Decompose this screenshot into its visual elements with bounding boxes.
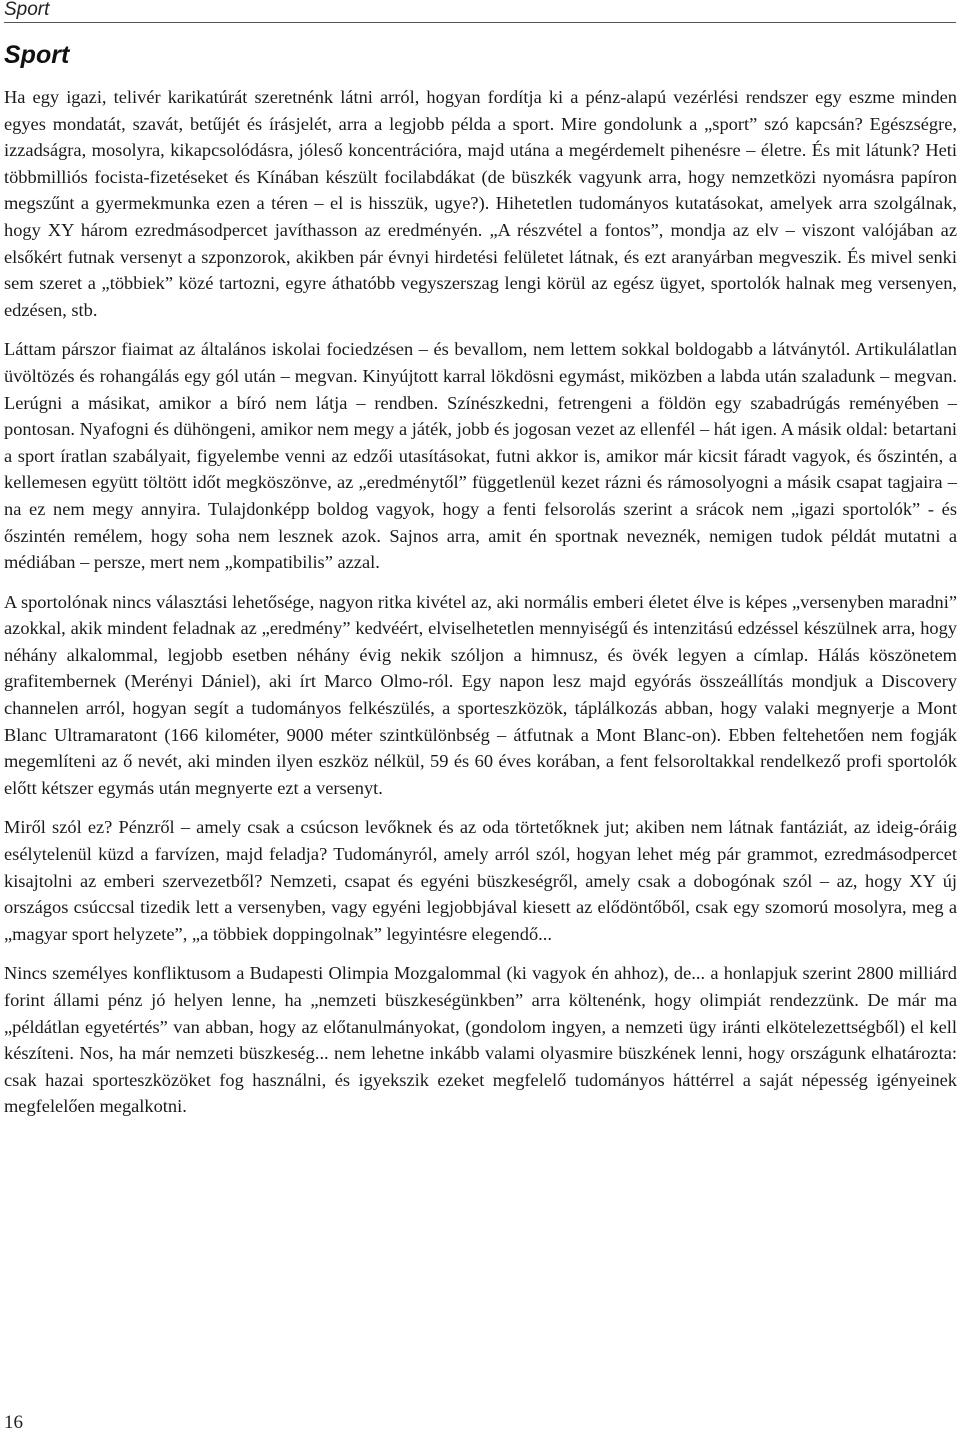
paragraph-2: Láttam párszor fiaimat az általános iskolai fociedzésen – és bevallom, nem lettem sokkal boldogabb a látványtól. Artikulálatlan üvöltözés és rohangálás egy gól után – megvan. Kinyújtott karral lökdösni egymást, miközben a labda után szaladunk – megvan. Lerúgni a másikat, amikor a bíró nem látja – rendben. Színészkedni, fetrengeni a földön egy szabadrúgás reményében – pontosan. Nyafogni és dühöngeni, amikor nem megy a játék, jobb és jogosan vezet az ellenfél – hát igen. A másik oldal: betartani a sport íratlan szabályait, figyelembe venni az edzői utasításokat, futni akkor is, amikor már kicsit fáradt vagyok, és őszintén, a kellemesen együtt töltött időt megköszönve, az „eredménytől” függetlenül kezet rázni és rámosolyogni a másik csapat tagjaira – na ez nem megy annyira. Tulajdonképp boldog vagyok, hogy a fenti felsorolás szerint a srácok nem „igazi sportolók” - és őszintén remélem, hogy soha nem lesznek azok. Sajnos arra, amit én sportnak neveznék, nemigen tudok példát mutatni a médiában – persze, mert nem „kompatibilis” azzal. xyxy=(4,339,957,573)
paragraph-5: Nincs személyes konfliktusom a Budapesti Olimpia Mozgalommal (ki vagyok én ahhoz), de... a honlapjuk szerint 2800 milliárd forint állami pénz jó helyen lenne, ha „nemzeti büszkeségünkben” arra költenénk, hogy olimpiát rendezzünk. De már ma „példátlan egyetértés” van abban, hogy az előtanulmányokat, (gondolom ingyen, a nemzeti ügy iránti elkötelezettségből) el kell készíteni. Nos, ha már nemzeti büszkeség... nem lehetne inkább valami olyasmire büszkének lenni, hogy országunk elhatározta: csak hazai sporteszközöket fog használni, és igyekszik ezeket megfelelő tudományos háttérrel a saját népesség igényeinek megfelelően megalkotni. xyxy=(4,963,957,1117)
running-head-title: Sport xyxy=(4,0,50,20)
article-body xyxy=(4,84,957,1133)
article-title: Sport xyxy=(4,41,70,69)
paragraph-4: Miről szól ez? Pénzről – amely csak a csúcson levőknek és az oda törtetőknek jut; akiben nem látnak fantáziát, az ideig-óráig esélytelenül küzd a farvízen, majd feladja? Tudományról, amely arról szól, hogyan lehet még pár grammot, ezredmásodpercet kisajtolni az emberi szervezetből? Nemzeti, csapat és egyéni büszkeségről, amely csak a dobogónak szól – az, hogy XY új országos csúccsal tizedik lett a versenyben, vagy egyéni legjobbjával kiesett az elődöntőből, csak egy szomorú mosolyra, meg a „magyar sport helyzete”, „a többiek doppingolnak” legyintésre elegendő... xyxy=(4,817,957,944)
page-number: 16 xyxy=(4,1412,23,1433)
paragraph-3: A sportolónak nincs választási lehetősége, nagyon ritka kivétel az, aki normális emberi életet élve is képes „versenyben maradni” azokkal, akik mindent feladnak az „eredmény” kedvéért, elviselhetetlen mennyiségű és intenzitású edzéssel készülnek arra, hogy néhány alkalommal, legjobb esetben néhány évig nekik szóljon a himnusz, és övék legyen a címlap. Hálás köszönetem grafitembernek (Merényi Dániel), aki írt Marco Olmo-ról. Egy napon lesz majd egyórás összeállítás mondjuk a Discovery channelen arról, hogyan segít a tudományos felkészülés, a sporteszközök, táplálkozás abban, hogy valaki megnyerje a Mont Blanc Ultramaratont (166 kilométer, 9000 méter szintkülönbség – átfutnak a Mont Blanc-on). Ebben feltehetően nem fogják megemlíteni az ő nevét, aki minden ilyen eszköz nélkül, 59 és 60 éves korában, a fent felsoroltakkal rendelkező profi sportolók előtt kétszer egymás után megnyerte ezt a versenyt. xyxy=(4,591,957,798)
running-head xyxy=(4,0,956,23)
paragraph-1: Ha egy igazi, telivér karikatúrát szeretnénk látni arról, hogyan fordítja ki a pénz-alapú vezérlési rendszer egy eszme minden egyes mondatát, szavát, betűjét és írásjelét, arra a legjobb példa a sport. Mire gondolunk a „sport” szó kapcsán? Egészségre, izzadságra, mosolyra, kikapcsolódásra, jóleső koncentrációra, majd utána a megérdemelt pihenésre – életre. És mit látunk? Heti többmilliós focista-fizetéseket és Kínában készült focilabdákat (de büszkék vagyunk arra, hogy nemzetközi nyomásra papíron megszűnt a gyermekmunka ezen a téren – el is hisszük, ugye?). Hihetetlen tudományos kutatásokat, amelyek arra szolgálnak, hogy XY három ezredmásodpercet javíthasson az eredményén. „A részvétel a fontos”, mondja az elv – viszont valójában az elsőkért futnak versenyt a szponzorok, akikben pár évnyi hirdetési felületet látnak, és ezt aranyárban megveszik. És mivel senki sem szeret a „többiek” közé tartozni, egyre áthatóbb vegyszerszag lengi körül az egész ügyet, sportolók halnak meg versenyen, edzésen, stb. xyxy=(4,87,957,320)
